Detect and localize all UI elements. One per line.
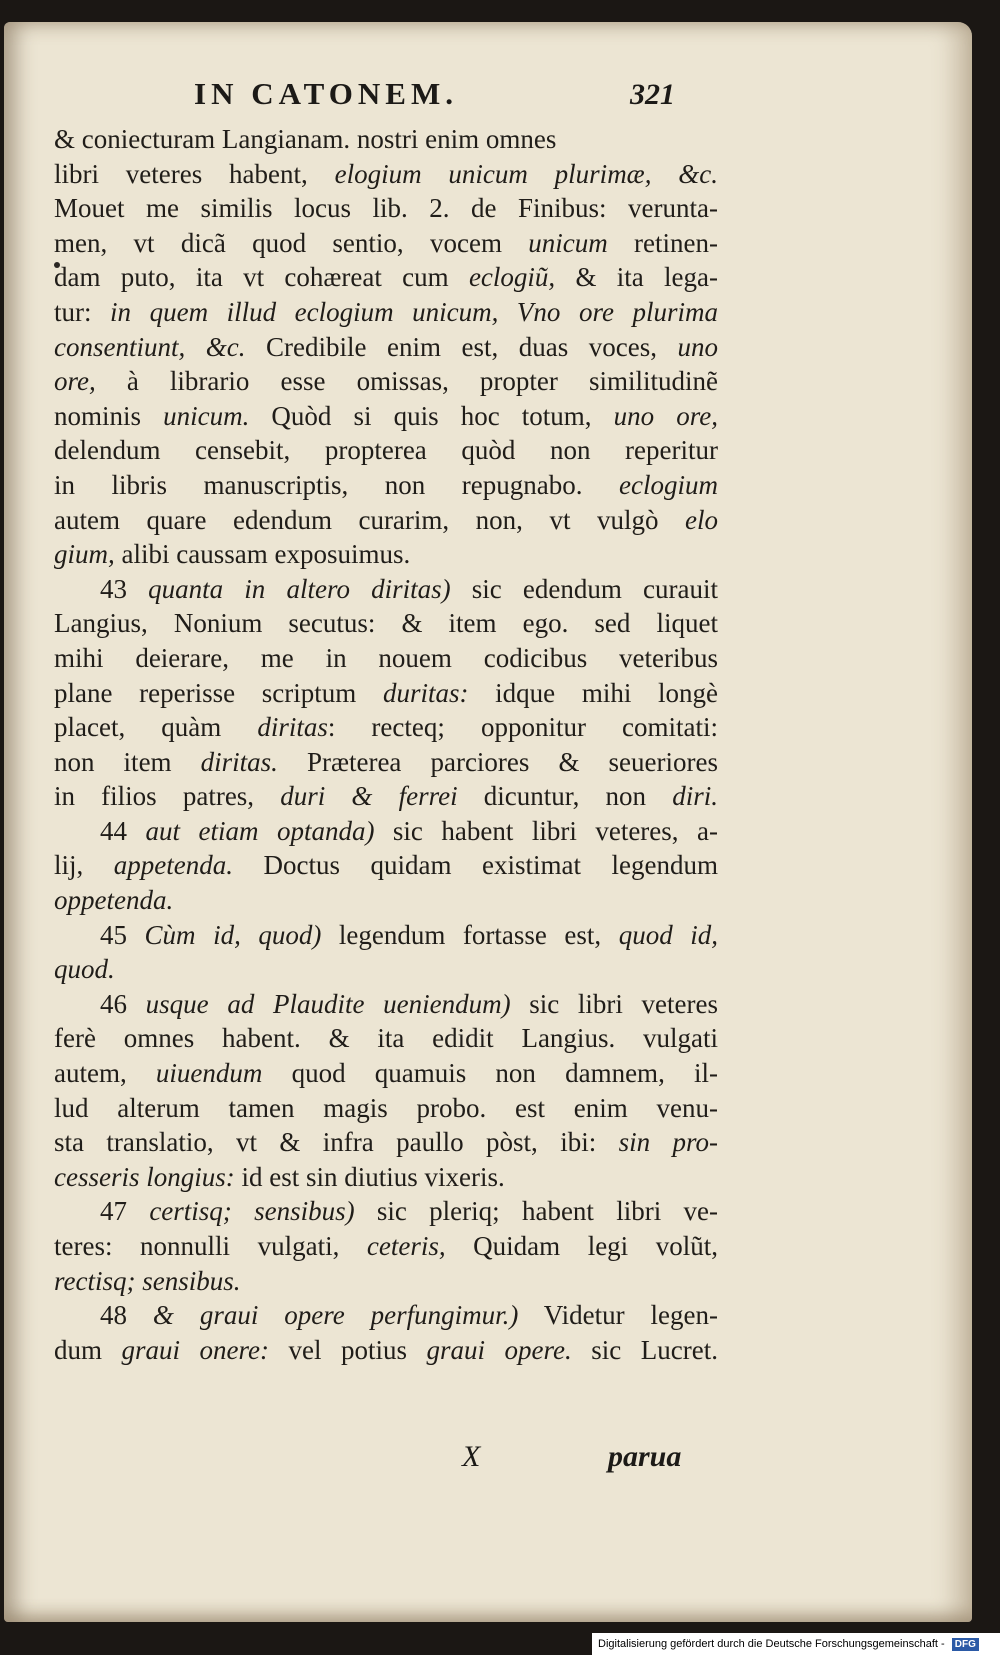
- text-segment: lud alterum tamen magis probo. est enim venu-: [54, 1092, 718, 1123]
- text-segment: idque mihi longè: [468, 677, 718, 708]
- signature-mark: X: [462, 1440, 481, 1473]
- text-segment: dicuntur, non: [457, 781, 673, 812]
- book-page: [4, 22, 972, 1622]
- text-line: [54, 918, 718, 953]
- text-line: [54, 1091, 718, 1126]
- italic-segment: ore,: [54, 366, 96, 397]
- italic-segment: ceteris,: [366, 1231, 446, 1261]
- text-line: [54, 606, 718, 641]
- text-line: [54, 1125, 718, 1160]
- text-line: [54, 814, 718, 849]
- text-segment: legendum fortasse est,: [321, 919, 619, 950]
- text-segment: Quòd si quis hoc totum,: [249, 400, 614, 431]
- text-segment: retinen-: [607, 227, 718, 258]
- text-line: [54, 503, 718, 538]
- text-segment: 46: [100, 988, 146, 1019]
- catchword: parua: [608, 1440, 682, 1473]
- text-segment: non item: [54, 746, 201, 777]
- italic-segment: duri & ferrei: [280, 781, 458, 812]
- text-line: [54, 295, 718, 330]
- italic-segment: elo: [685, 504, 718, 535]
- text-segment: sic pleriq; habent libri ve-: [354, 1196, 718, 1227]
- text-line: [54, 779, 718, 814]
- italic-segment: diritas.: [200, 746, 278, 777]
- text-segment: id est sin diutius vixeris.: [234, 1161, 505, 1192]
- text-segment: autem,: [54, 1058, 156, 1089]
- text-line: [54, 1160, 718, 1195]
- text-line: [54, 399, 718, 434]
- italic-segment: rectisq; sensibus.: [54, 1265, 241, 1296]
- text-line: [54, 1194, 718, 1229]
- text-segment: 48: [100, 1300, 153, 1331]
- text-line: [54, 1333, 718, 1368]
- text-line: [54, 537, 718, 572]
- italic-segment: usque ad Plaudite ueniendum): [145, 988, 511, 1019]
- text-line: [54, 883, 718, 918]
- text-segment: 43: [100, 573, 149, 604]
- text-segment: 47: [100, 1196, 150, 1227]
- running-title: IN CATONEM.: [194, 76, 458, 111]
- italic-segment: diri.: [672, 781, 718, 812]
- italic-segment: graui onere:: [121, 1334, 269, 1365]
- italic-segment: cesseris longius:: [54, 1161, 235, 1192]
- text-segment: nominis: [54, 400, 164, 431]
- text-segment: men, vt dicã quod sentio, vocem: [54, 227, 529, 258]
- text-segment: ferè omnes habent. & ita edidit Langius. vulgati: [54, 1023, 718, 1054]
- text-segment: mihi deierare, me in nouem codicibus veteribus: [54, 642, 718, 673]
- italic-segment: quod.: [54, 954, 115, 985]
- text-line: [54, 260, 718, 295]
- text-segment: vel potius: [269, 1334, 427, 1365]
- digitization-banner: [592, 1633, 1000, 1655]
- digitization-note: Digitalisierung gefördert durch die Deutsche Forschungsgemeinschaft -: [598, 1638, 945, 1650]
- italic-segment: uno ore,: [613, 400, 718, 431]
- text-segment: teres: nonnulli vulgati,: [54, 1231, 367, 1261]
- italic-segment: quod id,: [618, 919, 718, 950]
- text-segment: sic Lucret.: [571, 1334, 718, 1365]
- page-header: [194, 76, 714, 124]
- text-segment: Mouet me similis locus lib. 2. de Finibus: verunta-: [54, 193, 718, 224]
- text-line: [54, 330, 718, 365]
- italic-segment: uiuendum: [155, 1058, 263, 1089]
- italic-segment: appetenda.: [113, 850, 234, 881]
- text-segment: Videtur legen-: [518, 1300, 718, 1331]
- text-segment: tur:: [54, 296, 111, 327]
- italic-segment: certisq; sensibus): [149, 1196, 355, 1227]
- italic-segment: consentiunt, &c.: [54, 331, 246, 362]
- text-line: [54, 1264, 718, 1299]
- text-segment: : recteq; opponitur comitati:: [327, 712, 718, 743]
- italic-segment: unicum.: [163, 400, 250, 431]
- italic-segment: diritas: [257, 712, 328, 743]
- text-line: [54, 1298, 718, 1333]
- text-line: [54, 848, 718, 883]
- italic-segment: & graui opere perfungimur.): [152, 1300, 519, 1331]
- text-line: [54, 191, 718, 226]
- italic-segment: eclogiũ,: [468, 262, 556, 293]
- text-segment: Doctus quidam existimat legendum: [233, 850, 718, 881]
- commentary-text: [54, 122, 718, 1367]
- text-segment: Langius, Nonium secutus: & item ego. sed liquet: [54, 608, 718, 639]
- text-segment: libri veteres habent,: [54, 158, 335, 189]
- text-segment: 44: [100, 815, 146, 846]
- text-segment: sic libri veteres: [510, 988, 718, 1019]
- italic-segment: sin pro-: [618, 1127, 718, 1158]
- text-segment: plane reperisse scriptum: [54, 677, 383, 708]
- text-line: [54, 987, 718, 1022]
- italic-segment: aut etiam optanda): [145, 815, 375, 846]
- text-line: [54, 468, 718, 503]
- text-line: [54, 676, 718, 711]
- italic-segment: unicum: [528, 227, 608, 258]
- dfg-logo: DFG: [952, 1638, 979, 1651]
- text-segment: lij,: [54, 850, 114, 881]
- text-segment: dam puto, ita vt cohæreat cum: [54, 262, 469, 293]
- page-footer: [4, 1440, 1000, 1480]
- text-segment: dum: [54, 1334, 122, 1365]
- text-line: [54, 157, 718, 192]
- text-segment: Quidam legi volũt,: [445, 1231, 718, 1261]
- text-segment: Præterea parciores & seueriores: [277, 746, 718, 777]
- text-segment: autem quare edendum curarim, non, vt vulgò: [54, 504, 685, 535]
- text-segment: sic habent libri veteres, a-: [374, 815, 718, 846]
- italic-segment: uno: [677, 331, 718, 362]
- text-segment: placet, quàm: [54, 712, 258, 743]
- text-line: [54, 1056, 718, 1091]
- text-line: [54, 364, 718, 399]
- text-segment: 45: [100, 919, 145, 950]
- text-line: [54, 1021, 718, 1056]
- text-segment: à librario esse omissas, propter similitudinẽ: [95, 366, 718, 397]
- text-line: [54, 226, 718, 261]
- text-segment: sta translatio, vt & infra paullo pòst, ibi:: [54, 1127, 619, 1158]
- text-segment: & ita lega-: [555, 262, 718, 293]
- text-segment: in filios patres,: [54, 781, 281, 812]
- text-line: [54, 952, 718, 987]
- italic-segment: in quem illud eclogium unicum, Vno ore plurima: [110, 296, 718, 327]
- text-segment: delendum censebit, propterea quòd non reperitur: [54, 435, 718, 466]
- text-line: [54, 122, 718, 157]
- text-segment: quod quamuis non damnem, il-: [262, 1058, 718, 1089]
- italic-segment: duritas:: [382, 677, 469, 708]
- text-line: [54, 641, 718, 676]
- text-segment: sic edendum curauit: [450, 573, 718, 604]
- italic-segment: quanta in altero diritas): [148, 573, 451, 604]
- text-line: [54, 710, 718, 745]
- page-number: 321: [630, 78, 675, 111]
- text-segment: in libris manuscriptis, non repugnabo.: [54, 469, 620, 500]
- italic-segment: gium,: [54, 539, 115, 570]
- text-line: [54, 745, 718, 780]
- text-segment: alibi caussam exposuimus.: [114, 539, 411, 570]
- italic-segment: graui opere.: [426, 1334, 572, 1365]
- text-segment: Credibile enim est, duas voces,: [245, 331, 678, 362]
- text-segment: & coniecturam Langianam. nostri enim omnes: [54, 124, 557, 154]
- italic-segment: elogium unicum plurimæ, &c.: [334, 158, 718, 189]
- text-line: [54, 572, 718, 607]
- text-line: [54, 433, 718, 468]
- italic-segment: Cùm id, quod): [144, 919, 322, 950]
- italic-segment: oppetenda.: [54, 885, 174, 916]
- italic-segment: eclogium: [619, 469, 718, 500]
- text-line: [54, 1229, 718, 1264]
